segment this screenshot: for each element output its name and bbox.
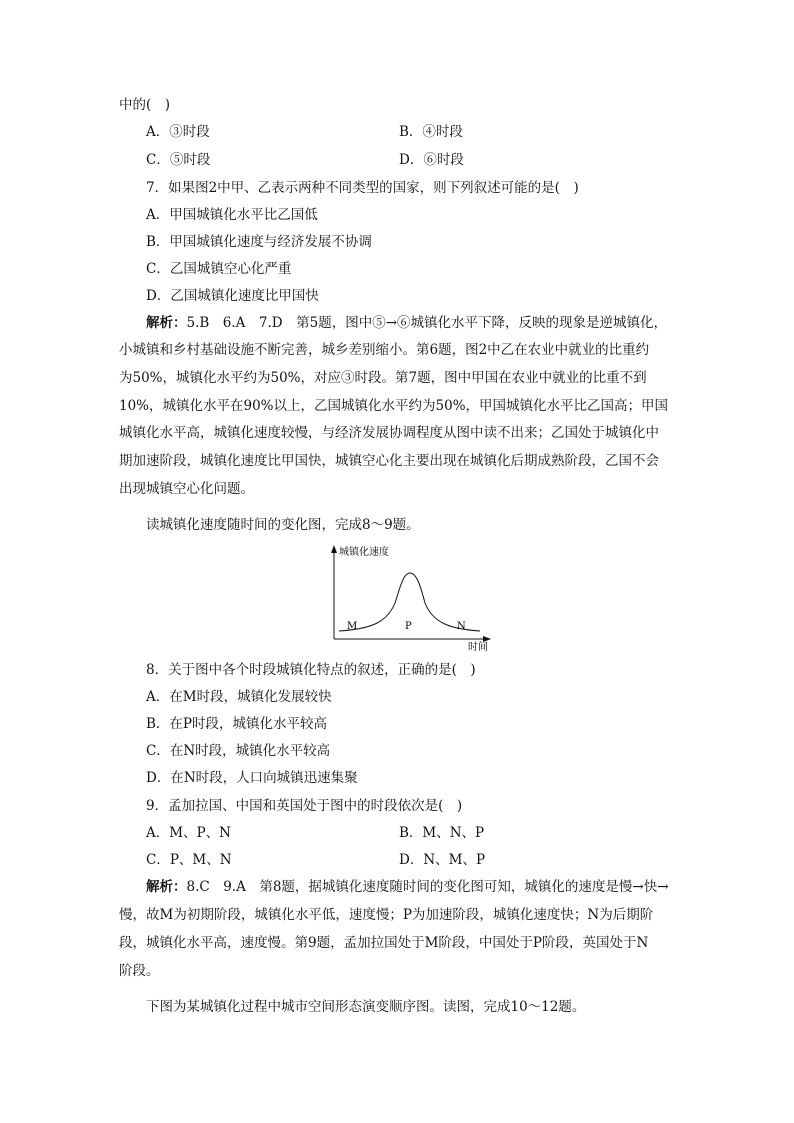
- intro-10-12: 下图为某城镇化过程中城市空间形态演变顺序图。读图，完成10～12题。: [146, 999, 586, 1015]
- x-axis-label: 时间: [468, 642, 488, 653]
- analysis-1-line-3: 为50%，城镇化水平约为50%，对应③时段。第7题，图中甲国在农业中就业的比重不到: [119, 370, 647, 386]
- q7-option-c: C．乙国城镇空心化严重: [146, 261, 292, 277]
- q8-option-c: C．在N时段，城镇化水平较高: [146, 743, 331, 759]
- analysis-2-line-4: 阶段。: [119, 963, 160, 979]
- q6-option-c: C．⑤时段: [146, 152, 211, 168]
- analysis-label: 解析：: [146, 879, 187, 895]
- q8-option-b: B．在P时段，城镇化水平较高: [146, 716, 328, 732]
- intro-8-9: 读城镇化速度随时间的变化图，完成8～9题。: [146, 517, 420, 533]
- q7-stem: 7．如果图2中甲、乙表示两种不同类型的国家，则下列叙述可能的是( ): [146, 180, 579, 196]
- segment-label-m: M: [347, 621, 358, 632]
- q6-stem-tail: 中的( ): [119, 97, 171, 113]
- q8-option-d: D．在N时段，人口向城镇迅速集聚: [146, 770, 358, 786]
- y-axis-label: 城镇化速度: [339, 547, 389, 558]
- analysis-1-line-4: 10%，城镇化水平在90%以上，乙国城镇化水平约为50%，甲国城镇化水平比乙国高；甲国: [119, 398, 669, 414]
- analysis-2-line-1: 解析：8.C 9.A 第8题，据城镇化速度随时间的变化图可知，城镇化的速度是慢→快→: [146, 879, 669, 895]
- analysis-label: 解析：: [146, 315, 187, 331]
- y-axis-arrow: [331, 545, 337, 553]
- q7-option-d: D．乙国城镇化速度比甲国快: [146, 288, 319, 304]
- analysis-2-line-2: 慢，故M为初期阶段，城镇化水平低，速度慢；P为加速阶段，城镇化速度快；N为后期阶: [119, 907, 654, 923]
- analysis-2-line-3: 段，城镇化水平高，速度慢。第9题，孟加拉国处于M阶段，中国处于P阶段，英国处于N: [119, 935, 649, 951]
- q7-option-b: B．甲国城镇化速度与经济发展不协调: [146, 234, 372, 250]
- q9-option-b: B．M、N、P: [399, 825, 485, 841]
- urbanization-speed-figure: [325, 543, 495, 653]
- analysis-1-line-7: 出现城镇空心化问题。: [119, 481, 254, 497]
- analysis-1-line-1: 解析：5.B 6.A 7.D 第5题，图中⑤→⑥城镇化水平下降，反映的现象是逆城镇化，: [146, 315, 668, 331]
- q6-option-d: D．⑥时段: [399, 152, 464, 168]
- q9-stem: 9．孟加拉国、中国和英国处于图中的时段依次是( ): [146, 798, 463, 814]
- q8-option-a: A．在M时段，城镇化发展较快: [146, 689, 332, 705]
- q9-option-a: A．M、P、N: [146, 825, 231, 841]
- analysis-1-line-2: 小城镇和乡村基础设施不断完善，城乡差别缩小。第6题，图2中乙在农业中就业的比重约: [119, 342, 650, 358]
- q9-option-c: C．P、M、N: [146, 852, 232, 868]
- analysis-1-line-6: 期加速阶段，城镇化速度比甲国快，城镇空心化主要出现在城镇化后期成熟阶段，乙国不会: [119, 453, 659, 469]
- analysis-1-line-5: 城镇化水平高，城镇化速度较慢，与经济发展协调程度从图中读不出来；乙国处于城镇化中: [119, 425, 659, 441]
- q9-option-d: D．N、M、P: [399, 852, 486, 868]
- q6-option-b: B．④时段: [399, 124, 463, 140]
- q8-stem: 8．关于图中各个时段城镇化特点的叙述，正确的是( ): [146, 662, 476, 678]
- q7-option-a: A．甲国城镇化水平比乙国低: [146, 207, 318, 223]
- q6-option-a: A．③时段: [146, 124, 210, 140]
- segment-label-n: N: [457, 621, 466, 632]
- segment-label-p: P: [405, 621, 412, 632]
